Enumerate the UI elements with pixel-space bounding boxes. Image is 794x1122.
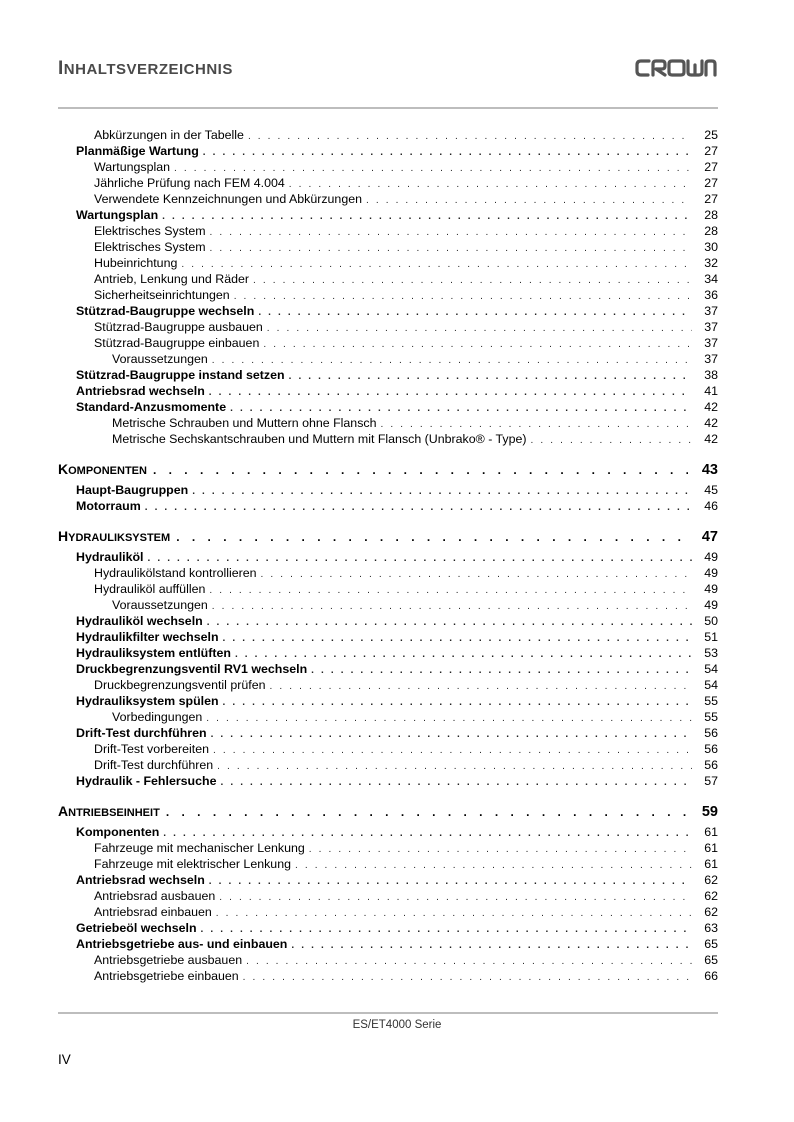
toc-leader-dots <box>212 601 692 612</box>
toc-page-number: 27 <box>704 160 718 174</box>
toc-entry[interactable] <box>58 969 718 985</box>
toc-entry-title: Jährliche Prüfung nach FEM 4.004 <box>94 176 285 190</box>
toc-chapter-title-initial: K <box>58 461 69 477</box>
toc-page-number: 55 <box>704 694 718 708</box>
toc-entry-title: Antriebsgetriebe ausbauen <box>94 953 243 967</box>
toc-entry[interactable] <box>58 128 718 144</box>
toc-leader-dots <box>243 972 692 983</box>
toc-entry[interactable] <box>58 144 718 160</box>
toc-entry[interactable] <box>58 400 718 416</box>
toc-leader-dots <box>289 371 692 382</box>
toc-leader-dots <box>220 777 692 788</box>
toc-entry-title: Antrieb, Lenkung und Räder <box>94 272 249 286</box>
toc-entry[interactable] <box>58 825 718 841</box>
toc-entry-title: Voraussetzungen <box>112 352 208 366</box>
toc-page-number: 61 <box>704 841 718 855</box>
toc-leader-dots <box>209 876 692 887</box>
toc-entry-title: Wartungsplan <box>76 208 159 222</box>
toc-entry-title: Antriebsrad wechseln <box>76 384 205 398</box>
toc-chapter[interactable] <box>58 461 718 483</box>
toc-leader-dots <box>270 681 692 692</box>
header-rule <box>58 107 718 109</box>
toc-chapter-title <box>58 528 176 544</box>
toc-page-number: 65 <box>704 953 718 967</box>
toc-leader-dots <box>145 502 692 513</box>
toc-leader-dots <box>210 243 692 254</box>
toc-entry-title: Elektrisches System <box>94 240 206 254</box>
toc-entry-title: Verwendete Kennzeichnungen und Abkürzungen <box>94 192 362 206</box>
toc-page-number: 37 <box>704 320 718 334</box>
toc-entry[interactable] <box>58 598 718 614</box>
toc-entry[interactable] <box>58 336 718 352</box>
toc-entry[interactable] <box>58 742 718 758</box>
toc-page-number: 47 <box>701 529 718 545</box>
toc-page-number: 27 <box>704 192 718 206</box>
toc-entry-title: Fahrzeuge mit mechanischer Lenkung <box>94 841 305 855</box>
toc-entry[interactable] <box>58 320 718 336</box>
toc-entry-title: Stützrad-Baugruppe wechseln <box>76 304 255 318</box>
toc-leader-dots <box>192 486 692 497</box>
toc-leader-dots <box>213 745 692 756</box>
toc-entry-title: Metrische Sechskantschrauben und Muttern mit Flansch (Unbrako® - Type) <box>112 432 527 446</box>
toc-entry-title: Sicherheitseinrichtungen <box>94 288 230 302</box>
page-title <box>58 58 233 80</box>
toc-entry[interactable] <box>58 873 718 889</box>
toc-leader-dots <box>223 633 692 644</box>
toc-entry-title: Elektrisches System <box>94 224 206 238</box>
toc-page-number: 42 <box>704 400 718 414</box>
toc-chapter-title <box>58 803 166 819</box>
toc-entry[interactable] <box>58 694 718 710</box>
toc-entry-title: Antriebsgetriebe aus- und einbauen <box>76 937 288 951</box>
toc-entry[interactable] <box>58 352 718 368</box>
toc-page-number: 36 <box>704 288 718 302</box>
toc-entry-title: Hydrauliköl <box>76 550 144 564</box>
toc-page-number: 54 <box>704 678 718 692</box>
toc-page-number: 28 <box>704 208 718 222</box>
toc-page-number: 49 <box>704 598 718 612</box>
toc-page-number: 53 <box>704 646 718 660</box>
toc-entry-title: Hydrauliksystem entlüften <box>76 646 231 660</box>
toc-entry-title: Hydrauliksystem spülen <box>76 694 219 708</box>
toc-leader-dots <box>234 291 692 302</box>
toc-page-number: 49 <box>704 550 718 564</box>
toc-leader-dots <box>261 569 692 580</box>
toc-page-number: 49 <box>704 566 718 580</box>
toc-entry-title: Antriebsgetriebe einbauen <box>94 969 239 983</box>
toc-entry-title: Druckbegrenzungsventil prüfen <box>94 678 266 692</box>
toc-entry-title: Hydrauliköl auffüllen <box>94 582 206 596</box>
toc-entry[interactable] <box>58 499 718 515</box>
toc-entry[interactable] <box>58 176 718 192</box>
toc-page-number: 27 <box>704 176 718 190</box>
toc-page-number: 38 <box>704 368 718 382</box>
toc-leader-dots <box>153 463 688 477</box>
toc-entry-title: Komponenten <box>76 825 160 839</box>
toc-page-number: 34 <box>704 272 718 286</box>
toc-entry[interactable] <box>58 710 718 726</box>
toc-page-number: 56 <box>704 742 718 756</box>
toc-page-number: 41 <box>704 384 718 398</box>
toc-leader-dots <box>216 908 692 919</box>
toc-leader-dots <box>531 435 692 446</box>
toc-leader-dots <box>253 275 692 286</box>
toc-entry[interactable] <box>58 566 718 582</box>
toc-leader-dots <box>219 892 692 903</box>
toc-page-number: 54 <box>704 662 718 676</box>
toc-entry-title: Motorraum <box>76 499 141 513</box>
toc-entry[interactable] <box>58 224 718 240</box>
toc-leader-dots <box>207 617 692 628</box>
toc-leader-dots <box>206 713 692 724</box>
toc-leader-dots <box>223 697 692 708</box>
toc-leader-dots <box>163 828 692 839</box>
toc-entry[interactable] <box>58 953 718 969</box>
toc-page-number: 46 <box>704 499 718 513</box>
footer-rule <box>58 1012 718 1014</box>
toc-entry[interactable] <box>58 304 718 320</box>
toc-page-number: 61 <box>704 825 718 839</box>
toc-chapter-title <box>58 461 153 477</box>
toc-chapter-title-rest: YDRAULIKSYSTEM <box>68 532 171 544</box>
toc-entry-title: Abkürzungen in der Tabelle <box>94 128 244 142</box>
toc-page-number: 27 <box>704 144 718 158</box>
toc-leader-dots <box>263 339 692 350</box>
toc-page-number: 30 <box>704 240 718 254</box>
toc-entry[interactable] <box>58 774 718 790</box>
toc-entry-title: Vorbedingungen <box>112 710 203 724</box>
toc-entry-title: Druckbegrenzungsventil RV1 wechseln <box>76 662 308 676</box>
toc-entry-title: Standard-Anzusmomente <box>76 400 227 414</box>
toc-page-number: 56 <box>704 726 718 740</box>
toc-page-number: 49 <box>704 582 718 596</box>
toc-entry[interactable] <box>58 208 718 224</box>
series-label: ES/ET4000 Serie <box>352 1019 442 1031</box>
toc-leader-dots <box>162 211 692 222</box>
toc-page-number: 42 <box>704 432 718 446</box>
toc-leader-dots <box>212 355 692 366</box>
page-title-rest: NHALTSVERZEICHNIS <box>63 61 233 78</box>
toc-leader-dots <box>295 860 692 871</box>
toc-entry-title: Haupt-Baugruppen <box>76 483 189 497</box>
toc-entry[interactable] <box>58 582 718 598</box>
toc-entry[interactable] <box>58 678 718 694</box>
toc-entry-title: Antriebsrad wechseln <box>76 873 205 887</box>
toc-leader-dots <box>311 665 692 676</box>
toc-leader-dots <box>289 179 692 190</box>
toc-entry[interactable] <box>58 646 718 662</box>
toc-entry-title: Hydraulik - Fehlersuche <box>76 774 217 788</box>
toc-leader-dots <box>248 131 692 142</box>
toc-page-number: 37 <box>704 336 718 350</box>
toc-entry-title: Antriebsrad einbauen <box>94 905 212 919</box>
toc-chapter[interactable] <box>58 528 718 550</box>
toc-entry[interactable] <box>58 614 718 630</box>
toc-entry-title: Planmäßige Wartung <box>76 144 199 158</box>
toc-leader-dots <box>309 844 692 855</box>
toc-page-number: 37 <box>704 352 718 366</box>
toc-leader-dots <box>366 195 692 206</box>
toc-leader-dots <box>209 585 692 596</box>
toc-entry-title: Drift-Test vorbereiten <box>94 742 209 756</box>
toc-entry-title: Antriebsrad ausbauen <box>94 889 216 903</box>
toc-entry-title: Stützrad-Baugruppe ausbauen <box>94 320 263 334</box>
toc-page-number: 43 <box>701 462 718 478</box>
toc-leader-dots <box>176 530 688 544</box>
toc-leader-dots <box>181 259 692 270</box>
toc-leader-dots <box>246 956 692 967</box>
toc-entry[interactable] <box>58 483 718 499</box>
toc-entry[interactable] <box>58 272 718 288</box>
toc-entry[interactable] <box>58 550 718 566</box>
toc-entry[interactable] <box>58 630 718 646</box>
toc-chapter-title-rest: NTRIEBSEINHEIT <box>68 807 160 819</box>
toc-leader-dots <box>235 649 692 660</box>
crown-logo <box>634 56 718 80</box>
toc-entry-title: Hydraulikölstand kontrollieren <box>94 566 257 580</box>
toc-leader-dots <box>258 307 692 318</box>
toc-leader-dots <box>217 761 692 772</box>
toc-leader-dots <box>166 805 688 819</box>
toc-entry-title: Hydraulikfilter wechseln <box>76 630 219 644</box>
toc-leader-dots <box>291 940 692 951</box>
toc-leader-dots <box>174 163 692 174</box>
toc-entry-title: Drift-Test durchführen <box>94 758 214 772</box>
toc-leader-dots <box>211 729 692 740</box>
toc-entry[interactable] <box>58 905 718 921</box>
toc-page-number: 28 <box>704 224 718 238</box>
table-of-contents <box>58 128 718 985</box>
toc-page-number: 61 <box>704 857 718 871</box>
toc-entry-title: Wartungsplan <box>94 160 170 174</box>
toc-entry-title: Fahrzeuge mit elektrischer Lenkung <box>94 857 291 871</box>
toc-entry-title: Metrische Schrauben und Muttern ohne Flansch <box>112 416 377 430</box>
toc-entry-title: Stützrad-Baugruppe einbauen <box>94 336 260 350</box>
toc-entry[interactable] <box>58 384 718 400</box>
toc-entry[interactable] <box>58 889 718 905</box>
toc-leader-dots <box>201 924 692 935</box>
toc-leader-dots <box>203 147 692 158</box>
page-number: IV <box>58 1052 71 1067</box>
toc-page-number: 37 <box>704 304 718 318</box>
toc-leader-dots <box>209 387 692 398</box>
toc-leader-dots <box>267 323 692 334</box>
toc-page-number: 57 <box>704 774 718 788</box>
toc-entry[interactable] <box>58 192 718 208</box>
toc-entry[interactable] <box>58 432 718 448</box>
toc-chapter[interactable] <box>58 803 718 825</box>
toc-entry[interactable] <box>58 662 718 678</box>
toc-entry[interactable] <box>58 160 718 176</box>
toc-page-number: 63 <box>704 921 718 935</box>
toc-page-number: 65 <box>704 937 718 951</box>
toc-page-number: 59 <box>701 804 718 820</box>
toc-page-number: 45 <box>704 483 718 497</box>
toc-entry-title: Stützrad-Baugruppe instand setzen <box>76 368 285 382</box>
toc-leader-dots <box>147 553 692 564</box>
toc-entry[interactable] <box>58 937 718 953</box>
toc-page-number: 55 <box>704 710 718 724</box>
toc-entry[interactable] <box>58 416 718 432</box>
toc-page-number: 66 <box>704 969 718 983</box>
toc-page-number: 25 <box>704 128 718 142</box>
toc-page-number: 50 <box>704 614 718 628</box>
toc-page-number: 56 <box>704 758 718 772</box>
toc-page-number: 62 <box>704 873 718 887</box>
toc-entry[interactable] <box>58 857 718 873</box>
toc-entry[interactable] <box>58 841 718 857</box>
toc-page-number: 62 <box>704 905 718 919</box>
toc-entry[interactable] <box>58 921 718 937</box>
toc-entry-title: Hubeinrichtung <box>94 256 178 270</box>
toc-entry[interactable] <box>58 726 718 742</box>
page-title-initial: I <box>58 58 64 79</box>
toc-page-number: 51 <box>704 630 718 644</box>
toc-page-number: 62 <box>704 889 718 903</box>
toc-chapter-title-initial: A <box>58 803 69 819</box>
toc-entry[interactable] <box>58 256 718 272</box>
toc-leader-dots <box>210 227 692 238</box>
toc-leader-dots <box>230 403 692 414</box>
toc-chapter-title-rest: OMPONENTEN <box>68 465 147 477</box>
toc-entry[interactable] <box>58 758 718 774</box>
toc-entry[interactable] <box>58 288 718 304</box>
toc-entry[interactable] <box>58 240 718 256</box>
toc-entry[interactable] <box>58 368 718 384</box>
toc-entry-title: Hydrauliköl wechseln <box>76 614 203 628</box>
toc-page-number: 42 <box>704 416 718 430</box>
toc-entry-title: Voraussetzungen <box>112 598 208 612</box>
toc-entry-title: Drift-Test durchführen <box>76 726 207 740</box>
toc-chapter-title-initial: H <box>58 528 69 544</box>
toc-page-number: 32 <box>704 256 718 270</box>
toc-leader-dots <box>380 419 692 430</box>
toc-entry-title: Getriebeöl wechseln <box>76 921 197 935</box>
